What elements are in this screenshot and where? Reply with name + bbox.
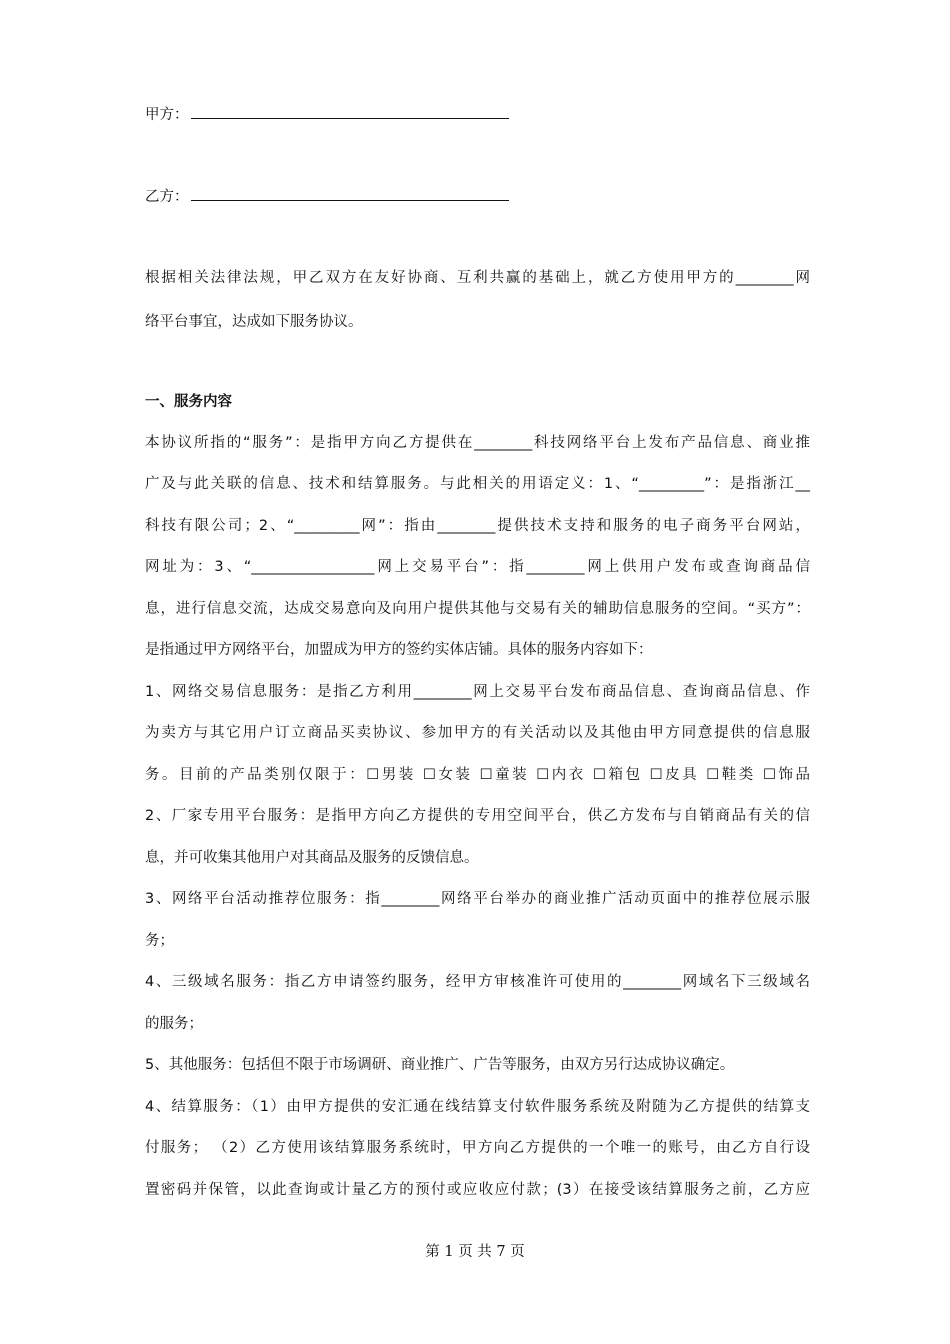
body-line: 4、结算服务：（1）由甲方提供的安汇通在线结算支付软件服务系统及附随为乙方提供的结算支 [145,1099,810,1115]
body-line: 网址为：3、“_________________网上交易平台”：指________网上供用户发布或查询商品信 [145,559,810,575]
body-line: 息，并可收集其他用户对其商品及服务的反馈信息。 [145,850,479,866]
party-a-label: 甲方： [145,107,189,123]
body-line: 3、网络平台活动推荐位服务：指________网络平台举办的商业推广活动页面中的推荐位展示服 [145,891,810,907]
body-line: 5、其他服务：包括但不限于市场调研、商业推广、广告等服务，由双方另行达成协议确定。 [145,1057,735,1073]
body-line: 置密码并保管，以此查询或计量乙方的预付或应收应付款；(3）在接受该结算服务之前，乙方应 [145,1182,810,1198]
party-b-row [145,184,509,206]
body-line: 4、三级域名服务：指乙方申请签约服务，经甲方审核准许可使用的________网域名下三级域名 [145,974,810,990]
party-b-label: 乙方： [145,189,189,205]
body-line: 广及与此关联的信息、技术和结算服务。与此相关的用语定义：1、“_________”：是指浙江__ [145,476,810,492]
preamble-line: 根据相关法律法规，甲乙双方在友好协商、互利共赢的基础上，就乙方使用甲方的________网 [145,270,810,286]
party-a-blank [191,102,509,119]
body-line: 为卖方与其它用户订立商品买卖协议、参加甲方的有关活动以及其他由甲方同意提供的信息服 [145,725,810,741]
body-line: 的服务； [145,1016,203,1032]
body-line: 务； [145,933,174,949]
body-line: 付服务； （2）乙方使用该结算服务系统时，甲方向乙方提供的一个唯一的账号，由乙方自行设 [145,1140,810,1156]
preamble-line: 络平台事宜，达成如下服务协议。 [145,314,363,330]
body-line: 科技有限公司；2、“_________网”：指由________提供技术支持和服务的电子商务平台网站， [145,518,810,534]
section-heading: 一、服务内容 [145,394,232,410]
product-category-line: 务。目前的产品类别仅限于：☐男装 ☐女装 ☐童装 ☐内衣 ☐箱包 ☐皮具 ☐鞋类 ☐饰品 [145,767,810,783]
body-line: 本协议所指的“服务”：是指甲方向乙方提供在________科技网络平台上发布产品信息、商业推 [145,435,810,451]
body-line: 1、网络交易信息服务：是指乙方利用________网上交易平台发布商品信息、查询商品信息、作 [145,684,810,700]
party-b-blank [191,184,509,201]
body-line: 是指通过甲方网络平台，加盟成为甲方的签约实体店铺。具体的服务内容如下： [145,642,653,658]
page-footer: 第 1 页 共 7 页 [425,1244,525,1260]
party-a-row [145,102,509,124]
body-line: 2、厂家专用平台服务：是指甲方向乙方提供的专用空间平台，供乙方发布与自销商品有关的信 [145,808,810,824]
body-line: 息，进行信息交流，达成交易意向及向用户提供其他与交易有关的辅助信息服务的空间。“买方”： [145,601,810,617]
